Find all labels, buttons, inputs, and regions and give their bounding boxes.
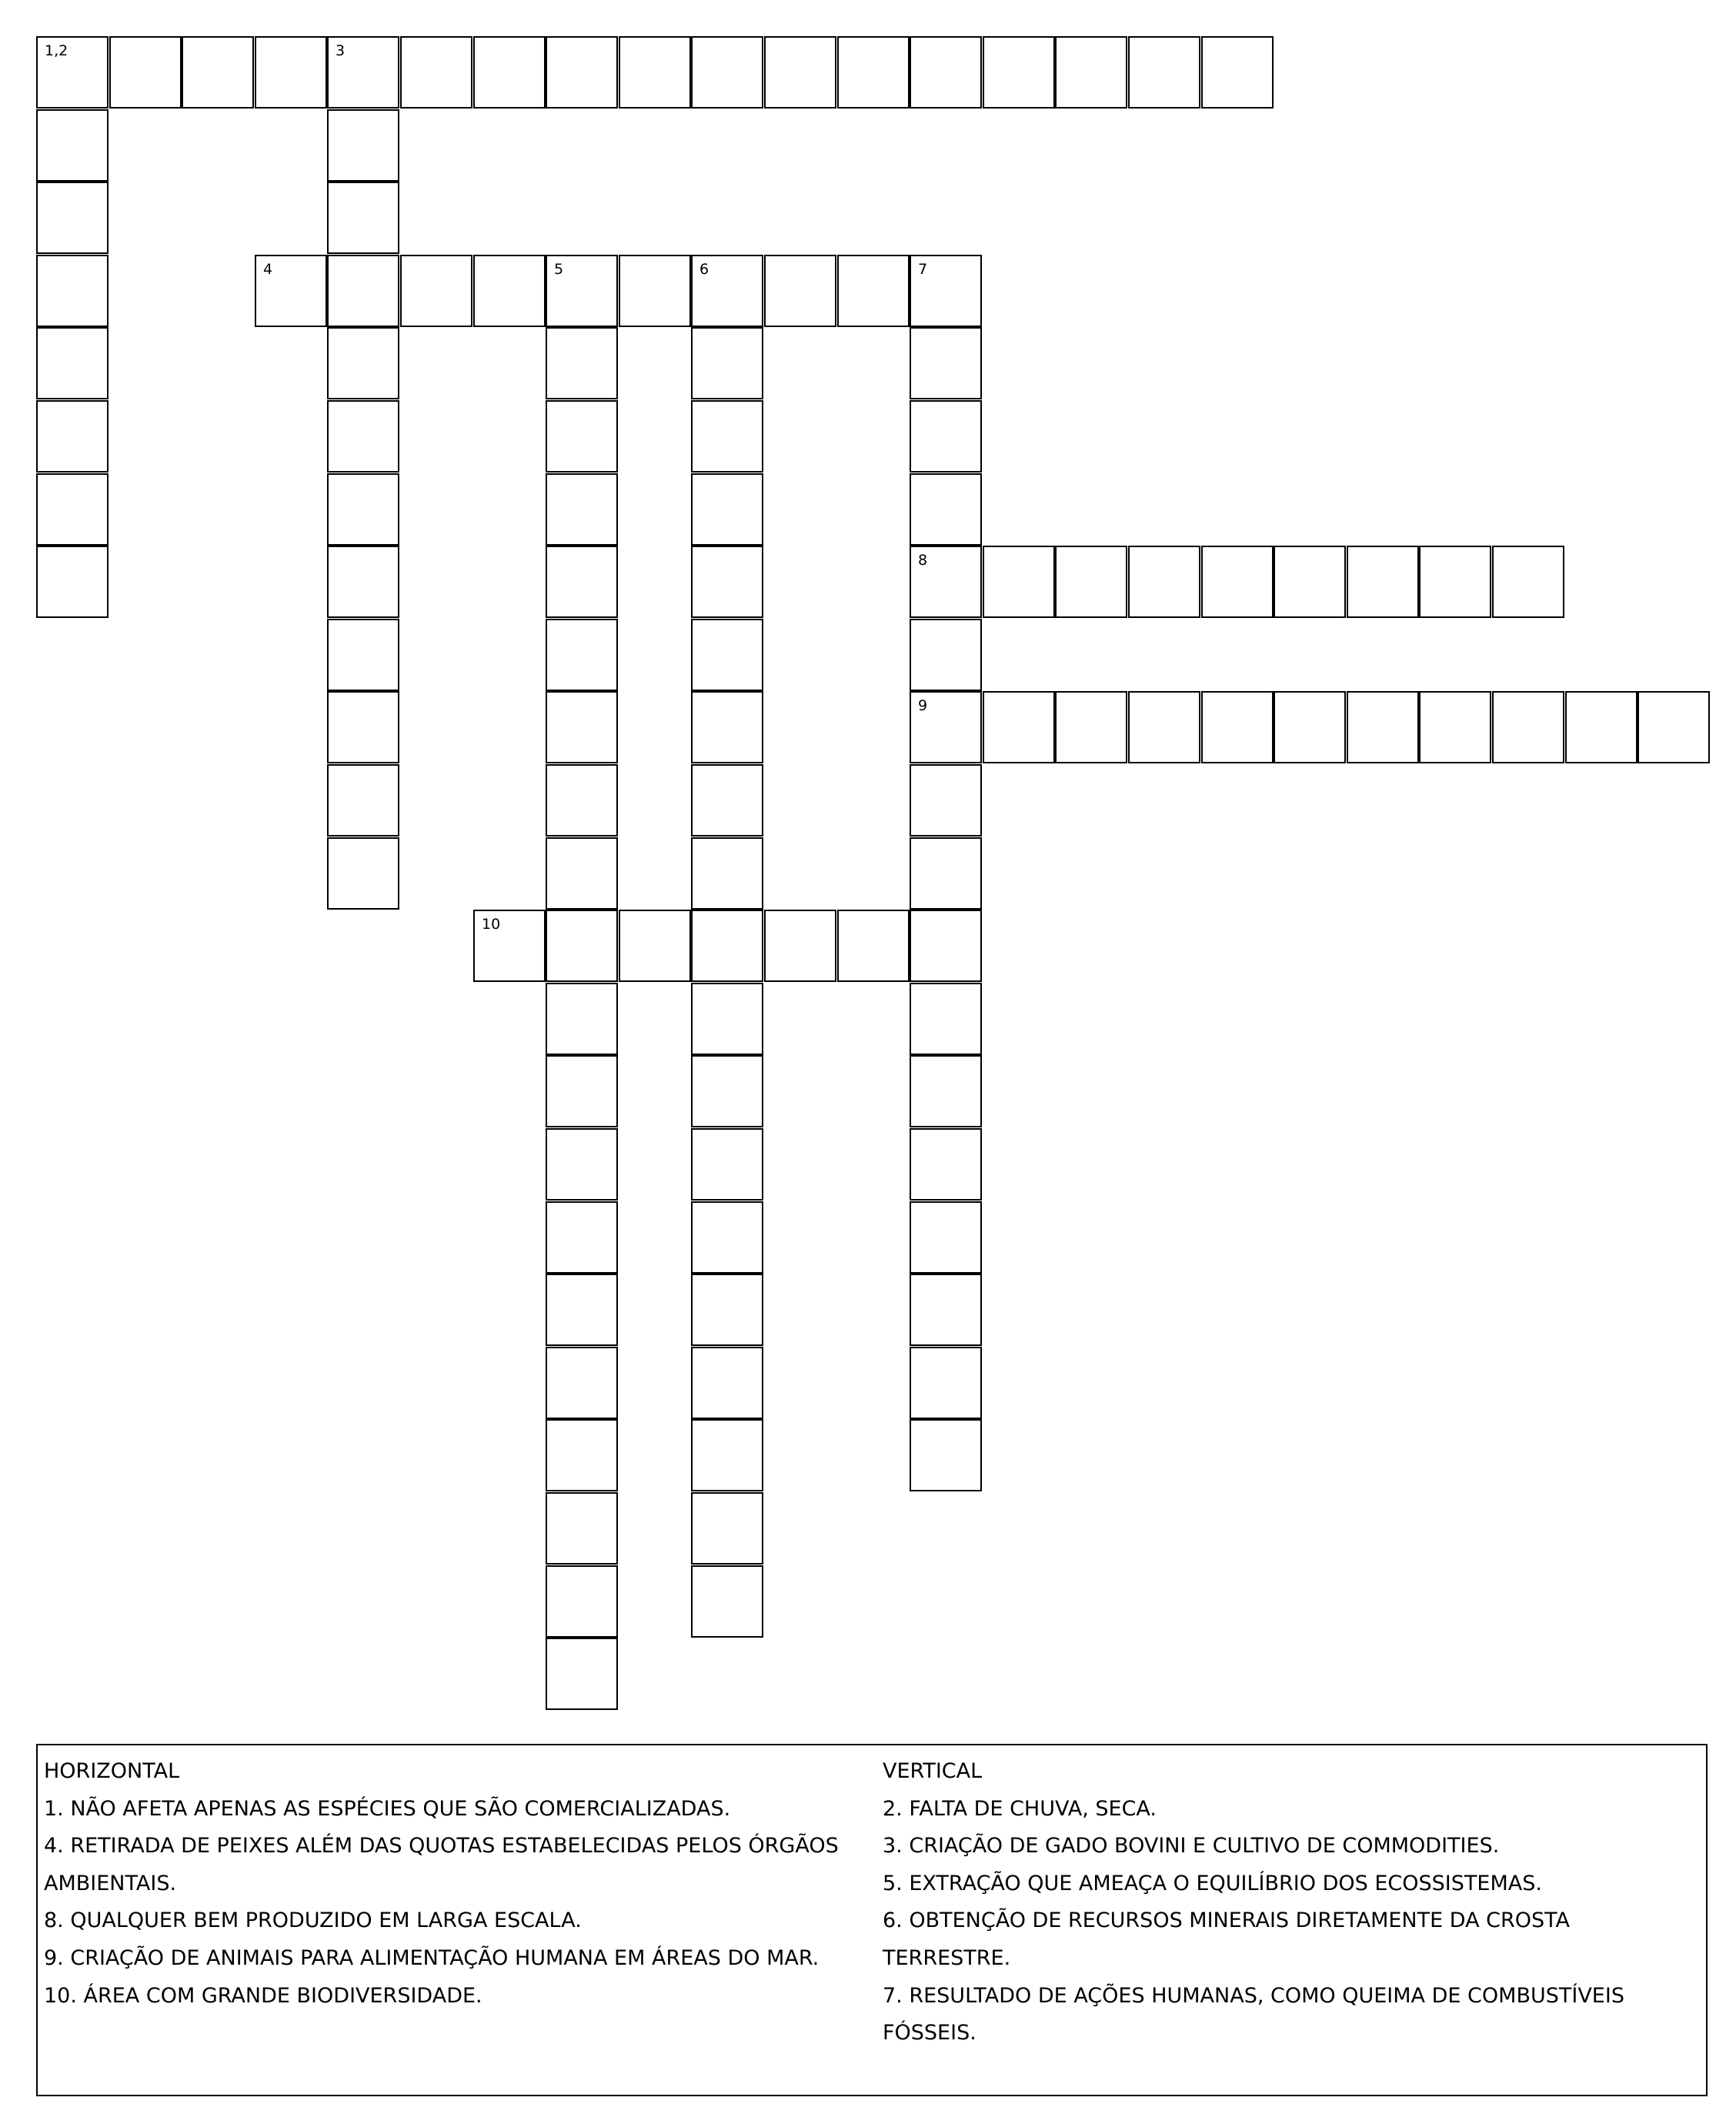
crossword-cell[interactable]: [327, 327, 399, 399]
crossword-cell[interactable]: [36, 36, 108, 109]
crossword-cell[interactable]: [36, 400, 108, 473]
crossword-cell[interactable]: [910, 36, 982, 109]
crossword-cell[interactable]: [910, 1128, 982, 1201]
crossword-cell[interactable]: [910, 764, 982, 837]
crossword-cell[interactable]: [36, 327, 108, 399]
crossword-cell[interactable]: [327, 764, 399, 837]
clue-3-vertical: 3. CRIAÇÃO DE GADO BOVINI E CULTIVO DE COMMODITIES.: [883, 1834, 1500, 1858]
crossword-cell[interactable]: [691, 619, 763, 691]
crossword-cell[interactable]: [1419, 691, 1491, 763]
crossword-cell[interactable]: [473, 36, 546, 109]
crossword-cell[interactable]: [910, 1201, 982, 1274]
crossword-cell[interactable]: [1128, 691, 1200, 763]
crossword-cell[interactable]: [327, 255, 399, 327]
crossword-cell[interactable]: [546, 691, 618, 763]
crossword-cell[interactable]: [546, 1128, 618, 1201]
crossword-cell[interactable]: [255, 36, 327, 109]
crossword-cell[interactable]: [837, 910, 910, 982]
crossword-cell[interactable]: [36, 255, 108, 327]
crossword-cell[interactable]: [691, 1274, 763, 1346]
crossword-cell[interactable]: [546, 1347, 618, 1419]
crossword-cell[interactable]: [691, 1201, 763, 1274]
clue-10-horizontal: 10. ÁREA COM GRANDE BIODIVERSIDADE.: [44, 1983, 482, 2008]
crossword-cell[interactable]: [691, 1492, 763, 1565]
crossword-cell[interactable]: [764, 36, 836, 109]
crossword-cell[interactable]: [1565, 691, 1638, 763]
crossword-cell[interactable]: [983, 691, 1055, 763]
crossword-cell[interactable]: [546, 764, 618, 837]
crossword-cell[interactable]: [983, 546, 1055, 618]
crossword-cell[interactable]: [546, 1274, 618, 1346]
crossword-cell[interactable]: [400, 255, 472, 327]
crossword-cell[interactable]: [327, 400, 399, 473]
crossword-cell[interactable]: [691, 1419, 763, 1491]
crossword-cell[interactable]: [327, 36, 399, 109]
crossword-cell[interactable]: [764, 910, 836, 982]
crossword-cell[interactable]: [910, 327, 982, 399]
crossword-cell[interactable]: [546, 910, 618, 982]
crossword-cell[interactable]: [473, 255, 546, 327]
crossword-cell[interactable]: [691, 691, 763, 763]
clues-box: [36, 1744, 1708, 2096]
clue-6-vertical: 6. OBTENÇÃO DE RECURSOS MINERAIS DIRETAMENTE DA CROSTA TERRESTRE.: [883, 1909, 1570, 1970]
crossword-cell[interactable]: [36, 546, 108, 618]
crossword-cell[interactable]: [109, 36, 182, 109]
crossword-cell[interactable]: [1274, 691, 1346, 763]
crossword-cell[interactable]: [910, 837, 982, 910]
crossword-cell[interactable]: [619, 36, 691, 109]
crossword-cell[interactable]: [327, 473, 399, 546]
crossword-cell[interactable]: [983, 36, 1055, 109]
crossword-cell[interactable]: [1055, 546, 1127, 618]
crossword-cell[interactable]: [691, 764, 763, 837]
crossword-cell[interactable]: [546, 1638, 618, 1710]
crossword-cell[interactable]: [1128, 36, 1200, 109]
crossword-cell[interactable]: [36, 182, 108, 254]
crossword-cell[interactable]: [546, 1492, 618, 1565]
crossword-cell[interactable]: [910, 619, 982, 691]
horizontal-heading: HORIZONTAL: [44, 1759, 180, 1783]
crossword-cell[interactable]: [1638, 691, 1710, 763]
crossword-cell[interactable]: [910, 983, 982, 1055]
crossword-cell[interactable]: [546, 983, 618, 1055]
crossword-cell[interactable]: [910, 400, 982, 473]
crossword-cell[interactable]: [182, 36, 254, 109]
crossword-cell[interactable]: [691, 400, 763, 473]
crossword-cell[interactable]: [691, 1128, 763, 1201]
crossword-cell[interactable]: [546, 619, 618, 691]
crossword-cell[interactable]: [327, 619, 399, 691]
clue-number: 7: [918, 261, 928, 278]
crossword-cell[interactable]: [691, 473, 763, 546]
clue-number: 3: [336, 42, 346, 59]
crossword-cell[interactable]: [910, 691, 982, 763]
crossword-cell[interactable]: [691, 546, 763, 618]
crossword-cell[interactable]: [837, 36, 910, 109]
crossword-cell[interactable]: [691, 837, 763, 910]
crossword-cell[interactable]: [1419, 546, 1491, 618]
crossword-cell[interactable]: [764, 255, 836, 327]
crossword-cell[interactable]: [619, 910, 691, 982]
crossword-cell[interactable]: [691, 327, 763, 399]
crossword-cell[interactable]: [36, 473, 108, 546]
vertical-clues: [883, 1753, 1698, 2052]
crossword-cell[interactable]: [1055, 36, 1127, 109]
crossword-cell[interactable]: [546, 473, 618, 546]
crossword-cell[interactable]: [1201, 691, 1274, 763]
crossword-cell[interactable]: [473, 910, 546, 982]
crossword-cell[interactable]: [327, 182, 399, 254]
crossword-cell[interactable]: [1492, 691, 1564, 763]
crossword-cell[interactable]: [910, 1274, 982, 1346]
crossword-cell[interactable]: [691, 1347, 763, 1419]
crossword-cell[interactable]: [546, 837, 618, 910]
clue-4-horizontal: 4. RETIRADA DE PEIXES ALÉM DAS QUOTAS ESTABELECIDAS PELOS ÓRGÃOS AMBIENTAIS.: [44, 1834, 839, 1895]
crossword-cell[interactable]: [837, 255, 910, 327]
clue-7-vertical: 7. RESULTADO DE AÇÕES HUMANAS, COMO QUEIMA DE COMBUSTÍVEIS FÓSSEIS.: [883, 1983, 1624, 2046]
clue-number: 4: [263, 261, 273, 278]
crossword-cell[interactable]: [546, 36, 618, 109]
crossword-cell[interactable]: [691, 910, 763, 982]
crossword-cell[interactable]: [619, 255, 691, 327]
horizontal-clues: [44, 1753, 883, 2015]
crossword-cell[interactable]: [400, 36, 472, 109]
crossword-cell[interactable]: [691, 983, 763, 1055]
vertical-heading: VERTICAL: [883, 1759, 983, 1783]
crossword-cell[interactable]: [910, 473, 982, 546]
clue-1-horizontal: 1. NÃO AFETA APENAS AS ESPÉCIES QUE SÃO COMERCIALIZADAS.: [44, 1796, 731, 1821]
clue-8-horizontal: 8. QUALQUER BEM PRODUZIDO EM LARGA ESCALA.: [44, 1909, 582, 1933]
crossword-cell[interactable]: [327, 691, 399, 763]
crossword-cell[interactable]: [1492, 546, 1564, 618]
crossword-cell[interactable]: [691, 1055, 763, 1127]
clue-9-horizontal: 9. CRIAÇÃO DE ANIMAIS PARA ALIMENTAÇÃO HUMANA EM ÁREAS DO MAR.: [44, 1945, 820, 1970]
crossword-cell[interactable]: [691, 255, 763, 327]
crossword-cell[interactable]: [910, 1055, 982, 1127]
crossword-cell[interactable]: [691, 36, 763, 109]
crossword-cell[interactable]: [255, 255, 327, 327]
clue-number: 6: [699, 261, 709, 278]
crossword-cell[interactable]: [910, 1419, 982, 1491]
clue-number: 5: [554, 261, 564, 278]
crossword-cell[interactable]: [546, 327, 618, 399]
crossword-cell[interactable]: [546, 1201, 618, 1274]
crossword-cell[interactable]: [36, 109, 108, 182]
crossword-cell[interactable]: [1201, 36, 1274, 109]
crossword-cell[interactable]: [546, 400, 618, 473]
crossword-cell[interactable]: [327, 546, 399, 618]
crossword-cell[interactable]: [1201, 546, 1274, 618]
clue-number: 9: [918, 697, 928, 714]
crossword-cell[interactable]: [1055, 691, 1127, 763]
crossword-cell[interactable]: [910, 255, 982, 327]
crossword-cell[interactable]: [546, 1419, 618, 1491]
crossword-cell[interactable]: [546, 255, 618, 327]
crossword-cell[interactable]: [327, 837, 399, 910]
crossword-cell[interactable]: [910, 1347, 982, 1419]
crossword-cell[interactable]: [1128, 546, 1200, 618]
crossword-cell[interactable]: [1347, 546, 1419, 618]
clue-5-vertical: 5. EXTRAÇÃO QUE AMEAÇA O EQUILÍBRIO DOS ECOSSISTEMAS.: [883, 1871, 1542, 1895]
crossword-cell[interactable]: [546, 1055, 618, 1127]
clue-2-vertical: 2. FALTA DE CHUVA, SECA.: [883, 1796, 1157, 1821]
crossword-cell[interactable]: [910, 546, 982, 618]
clue-number: 8: [918, 552, 928, 569]
crossword-cell[interactable]: [546, 1565, 618, 1638]
crossword-cell[interactable]: [1347, 691, 1419, 763]
crossword-cell[interactable]: [1274, 546, 1346, 618]
crossword-cell[interactable]: [691, 1565, 763, 1638]
clue-number: 1,2: [45, 42, 68, 59]
crossword-cell[interactable]: [910, 910, 982, 982]
clue-number: 10: [482, 916, 501, 933]
crossword-cell[interactable]: [327, 109, 399, 182]
crossword-cell[interactable]: [546, 546, 618, 618]
